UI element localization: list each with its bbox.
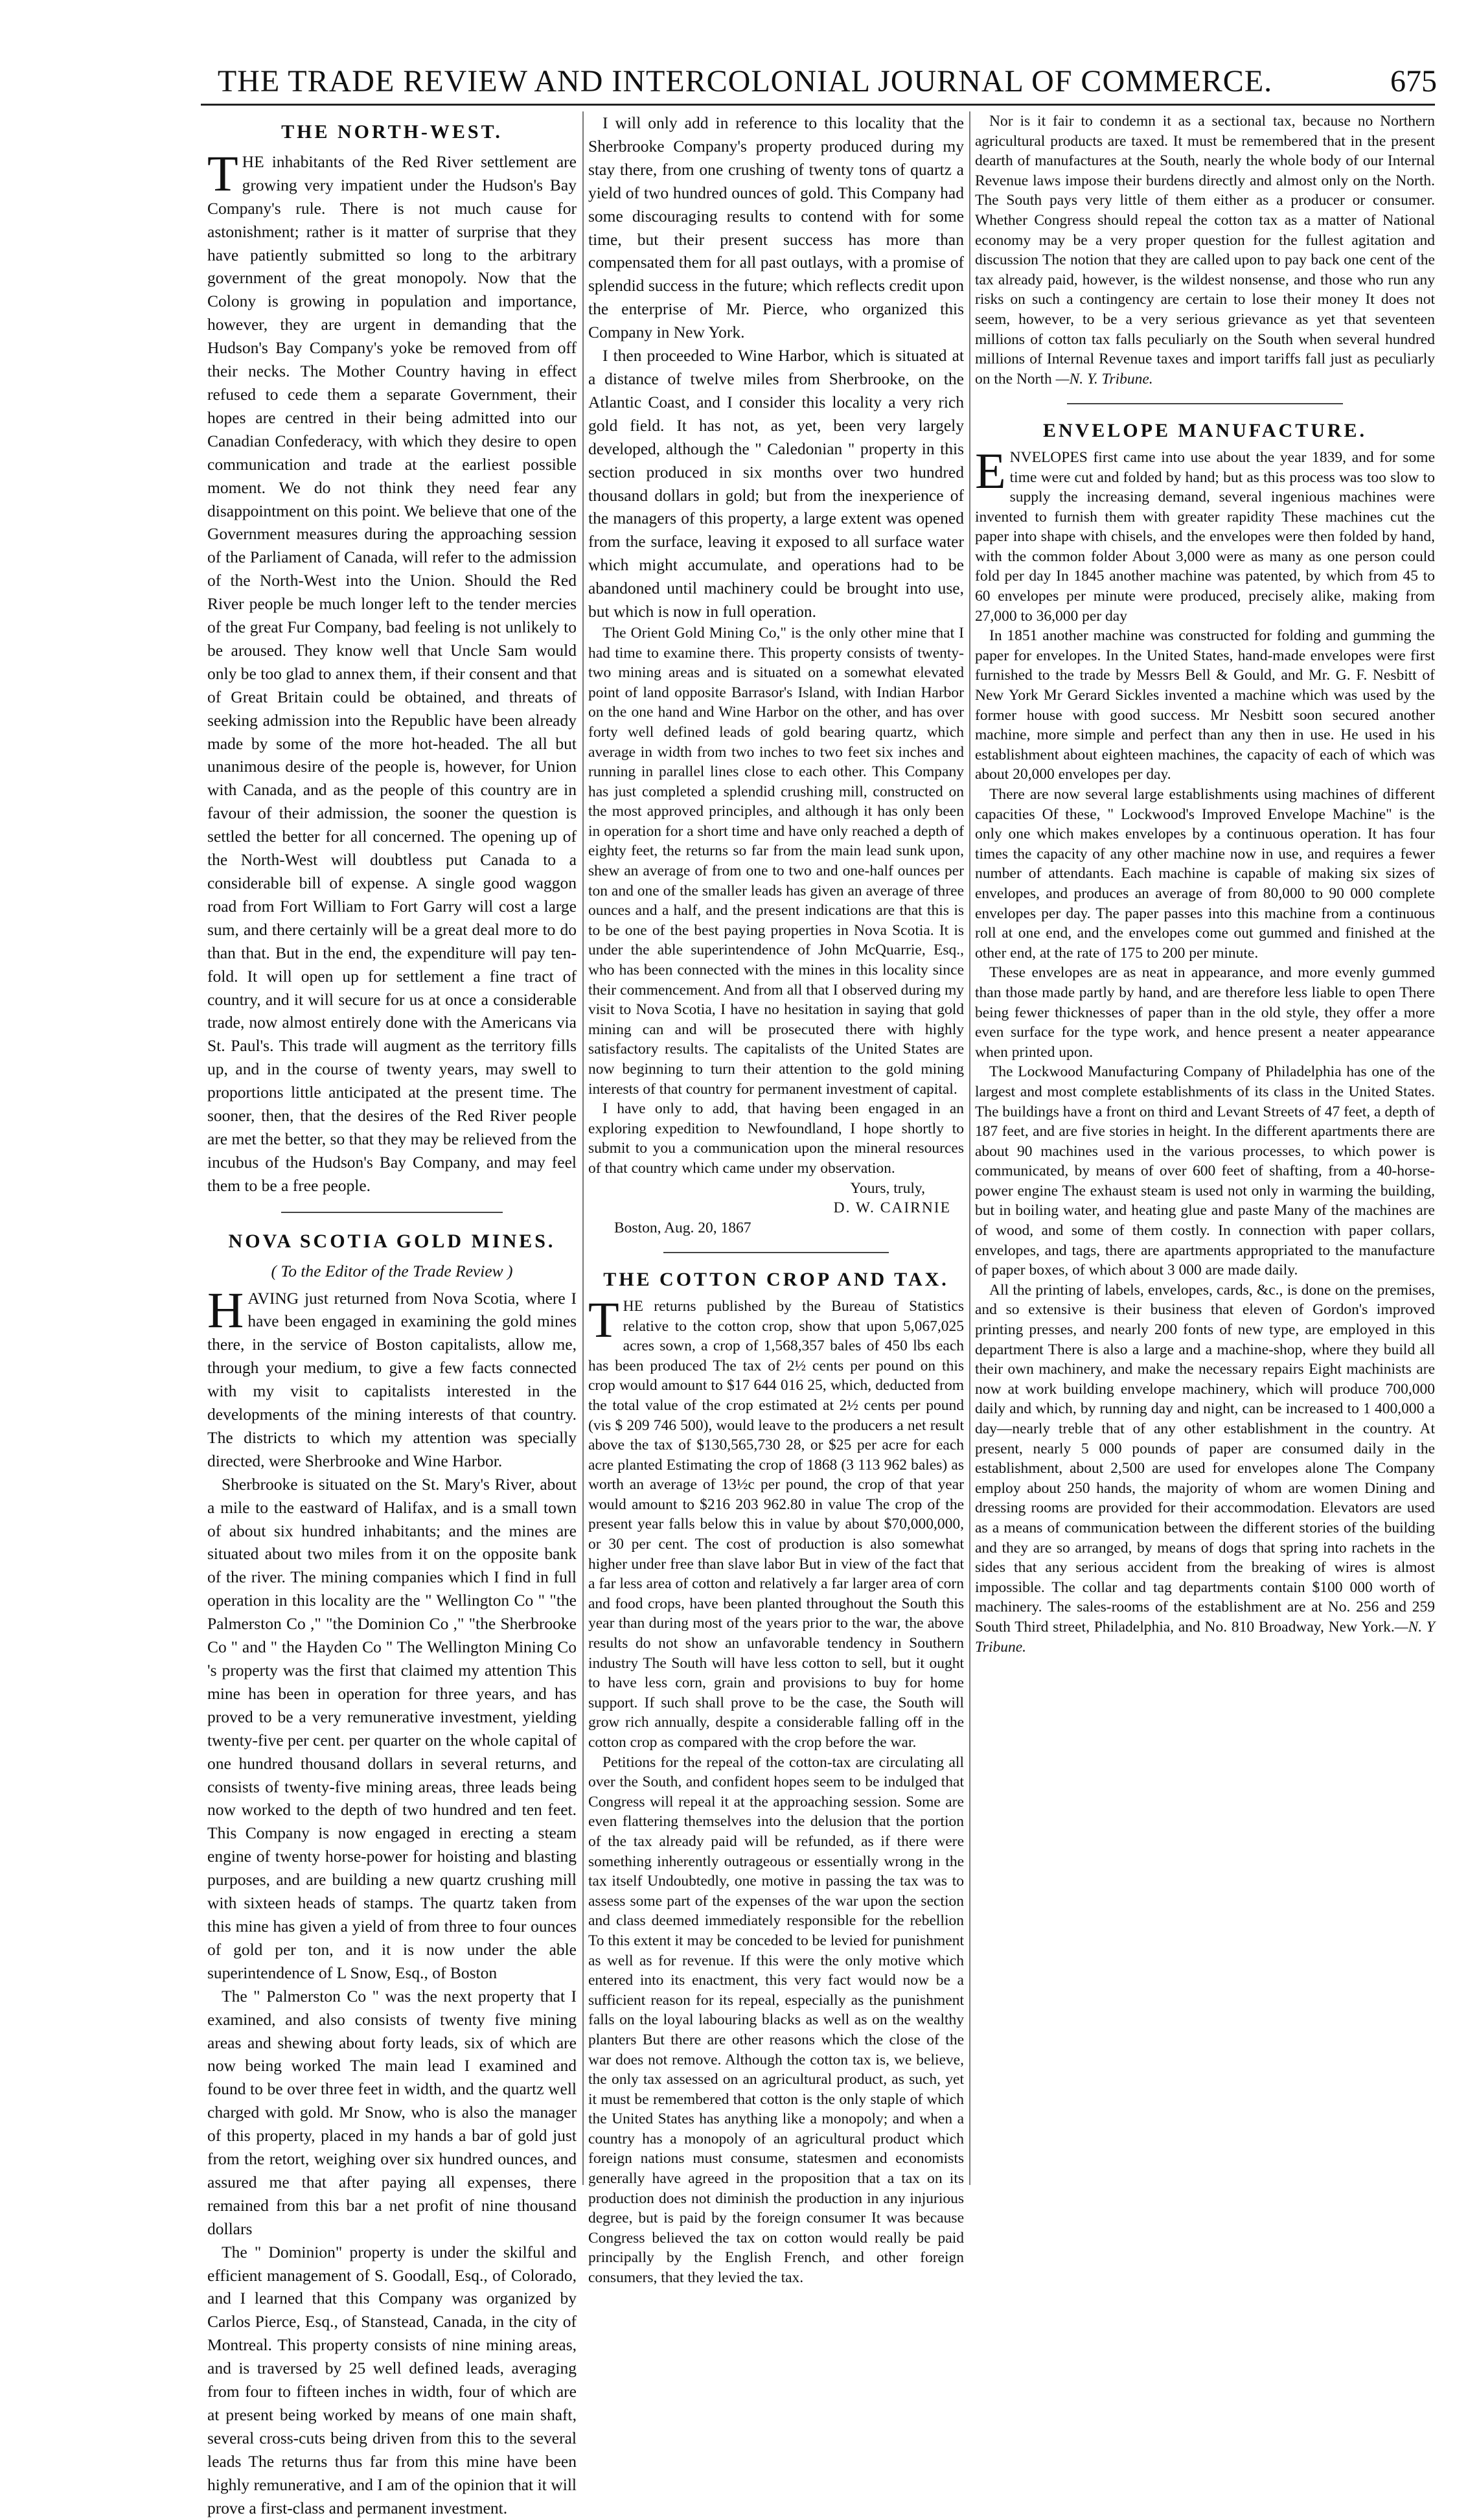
article-paragraph: THE inhabitants of the Red River settlement are growing very impatient under the Hudson's Bay Company's rule. There is not much cause for astonishment; rather is it matter of surprise that they have patiently submitted so long to the arbitrary government of the great monopoly. Now that the Colony is growing in population and importance, however, they are urgent in demanding that the Hudson's Bay Company's yoke be removed from off their necks. The Mother Country having in effect refused to cede them a separate Government, their hopes are centred in their being admitted into our Canadian Confederacy, with which they desire to open communication and trade at the earliest possible moment. We do not think they need fear any disappointment on this point. We believe that one of the Government measures during the approaching session of the Parliament of Canada, will refer to the admission of the North-West into the Union. Should the Red River people be much longer left to the tender mercies of the great Fur Company, bad feeling is not unlikely to be aroused. They know well that Uncle Sam would only be too glad to annex them, if their consent and that of Great Britain could be obtained, and threats of seeking admission into the Republic have been already made by some of the more hot-headed. The all but unanimous desire of the people is, however, for Union with Canada, and as the people of this country are in favour of their admission, the sooner the question is settled the better for all concerned. The opening up of the North-West will doubtless put Canada to a considerable bill of expense. A single good waggon road from Fort William to Fort Garry will cost a large sum, and there certainly will be a great deal more to do than that. But in the end, the expenditure will pay ten-fold. It will open up for settlement a fine tract of country, and it will secure for us at once a considerable trade, now almost entirely done with the Americans via St. Paul's. This trade will augment as the territory fills up, and in the course of twenty years, may swell to proportions little anticipated at the present time. The sooner, then, that the desires of the Red River people are met the better, so that they may be relieved from the incubus of the Hudson's Bay Company, and may feel them to be a free people. (207, 144, 577, 1195)
article-paragraph: The " Dominion" property is under the skilful and efficient management of S. Goodall, Esq., of Colorado, and I learned that this Company was organized by Carlos Pierce, Esq., of Stanstead, Canada, in the city of Montreal. This property consists of nine mining areas, and is traversed by 25 well defined leads, averaging from four to fifteen inches in width, four of which are at present being worked by means of one main shaft, several cross-cuts being driven from this to the several leads The returns thus far from this mine have been highly remunerative, and I am of the opinion that it will prove a first-class and permanent investment. (207, 2242, 577, 2517)
article-paragraph: The Orient Gold Mining Co," is the only other mine that I had time to examine there. This property consists of twenty-two mining areas and is situated on a somewhat elevated point of land opposite Barrasor's Island, with Indian Harbor on the one hand and Wine Harbor on the other, and has over forty well defined leads of gold bearing quartz, which average in width from two inches to two feet six inches and running in parallel lines close to each other. This Company has just completed a splendid crushing mill, constructed on the most approved principles, and although it has only been in operation for a short time and have only reached a depth of eighty feet, the returns so far from the main lead sunk upon, shew an average of from one to two and one-half ounces per ton and one of the smaller leads has given an average of three ounces and a half, and the present indications are that this is to be one of the best paying properties in Nova Scotia. It is under the able superintendence of John McQuarrie, Esq., who has been connected with the mines in this locality since their commencement. And from all that I observed during my visit to Nova Scotia, I have no hesitation in saying that gold mining can and will be prosecuted there with highly satisfactory results. The capitalists of the United States are now beginning to turn their attention to the gold mining interests of that country for permanent investment of capital. (588, 624, 964, 1098)
signature: D. W. CAIRNIE (833, 1199, 951, 1217)
article-paragraph: THE returns published by the Bureau of Statistics relative to the cotton crop, show that upon 5,067,025 acres sown, a crop of 1,568,357 bales of 450 lbs each has been produced The tax of 2½ cents per pound on this crop would amount to $17 644 016 25, which, deducted from the total value of the crop estimated at 2½ cents per pound (vis $ 209 746 500), would leave to the producers a net result above the tax of $130,565,730 28, or $25 per acre for each acre planted Estimating the crop of 1868 (3 113 962 bales) as worth an average of 13½c per pound, the crop of that year would amount to $216 203 962.80 in value The crop of the present year falls below this in value by about $70,000,000, or 30 per cent. The cost of production is also somewhat higher under free than slave labor But in view of the fact that a far less area of cotton and relatively a far larger area of corn and food crops, have been planted throughout the South this year than during most of the years prior to the war, the above results do not show an unfavorable tendency in Southern industry The South will have less cotton to sell, but it ought to have less corn, grain and provisions to buy for home support. If such shall prove to be the case, the South will grow rich annually, despite a considerable falling off in the cotton crop as compared with the crop before the war. (588, 1291, 964, 1751)
headline-north-west: THE NORTH-WEST. (281, 121, 503, 143)
article-paragraph: Petitions for the repeal of the cotton-tax are circulating all over the South, and confident hopes seem to be indulged that Congress will repeal it at the approaching session. Some are even flattering themselves into the delusion that the portion of the tax already paid will be refunded, as if there were something inherently outrageous or essentially wrong in the tax itself Undoubtedly, one motive in passing the tax was to assess some part of the expenses of the war upon the section and class deemed immediately responsible for the rebellion To this extent it may be conceded to be levied for punishment as well as for revenue. If this were the only motive which entered into its enactment, this very fact would now be a sufficient reason for its repeal, especially as the punishment falls on the loyal labouring blacks as well as on the wealthy planters But there are other reasons which the close of the war does not remove. Although the cotton tax is, we believe, the only tax assessed on an agricultural product, as such, yet it must be remembered that cotton is the only staple of which the United States has anything like a monopoly; and when a country has a monopoly of an agricultural product which foreign nations must consume, statesmen and economists generally have agreed in the proposition that a tax on its production does not diminish the production in any injurious degree, but is paid by the foreign consumer It was because Congress believed the tax on cotton would really be paid principally by the English French, and other foreign consumers, that they levied the tax. (588, 1753, 964, 2287)
running-title: THE TRADE REVIEW AND INTERCOLONIAL JOURNAL OF COMMERCE. (217, 64, 1273, 98)
article-paragraph: Nor is it fair to condemn it as a sectional tax, because no Northern agricultural products are taxed. It must be remembered that in the present dearth of manufactures at the South, nearly the whole body of our Internal Revenue laws impose their burdens directly and almost only on the North. The South pays very little of them either as a producer or consumer. Whether Congress should repeal the cotton tax as a matter of National economy may be a very proper question for the fullest agitation and discussion The notion that they are called upon to pay back one cent of the tax already paid, however, is the wildest nonsense, and those who run any risks on such a contingency are certain to lose their money It does not seem, however, to be a very serious grievance as yet that seventeen millions of cotton tax falls peculiarly on the South when several hundred millions of Internal Revenue taxes and import tariffs fall just as peculiarly on the North —N. Y. Tribune. (975, 113, 1435, 387)
signoff: Yours, truly, (850, 1179, 925, 1197)
subhead-nova-scotia: ( To the Editor of the Trade Review ) (271, 1261, 513, 1280)
column-rule (582, 111, 584, 2185)
article-paragraph: The Lockwood Manufacturing Company of Philadelphia has one of the largest and most complete establishments of its class in the United States. The buildings have a front on third and Levant Streets of 47 feet, a depth of 187 feet, and are five stories in height. In the different apartments there are about 90 machines used in the various processes, to which power is communicated, by means of over 600 feet of shafting, from a 40-horse-power engine The exhaust steam is used not only in warming the building, but in boiling water, and heating glue and paste Many of the machines are of wood, and some of them costly. In connection with paper collars, envelopes, and tags, there are apartments appropriated to the manufacture of paper boxes, of which about 3 000 are made daily. (975, 1063, 1436, 1279)
dateline: Boston, Aug. 20, 1867 (614, 1219, 751, 1236)
article-cotton (588, 1270, 964, 2287)
header-rule (201, 104, 1435, 106)
dropcap: T (588, 1291, 619, 1348)
dropcap: H (207, 1281, 244, 1338)
article-paragraph: There are now several large establishments using machines of different capacities Of these, " Lockwood's Improved Envelope Machine" is the only one which makes envelopes by a continuous operation. It has four times the capacity of any other machine now in use, and requires a fewer number of attendants. Each machine is capable of making six sizes of envelopes, and produces an average of from 80,000 to 90 000 complete envelopes per day. The paper passes into this machine from a continuous roll at one end, and the envelopes come out gummed and finished at the other end, at the rate of 175 to 200 per minute. (975, 786, 1435, 962)
article-paragraph: These envelopes are as neat in appearance, and more evenly gummed than those made partly by hand, and are therefore less liable to open There being fewer thicknesses of paper than in the old style, they offer a more even surface for the type work, and hence present a neater appearance when printed upon. (975, 964, 1435, 1061)
column-3 (975, 111, 1435, 2185)
credit-line: —N. Y. Tribune. (1055, 370, 1153, 387)
running-head (194, 64, 1437, 102)
dense-text-block (588, 623, 964, 1238)
article-paragraph: All the printing of labels, envelopes, cards, &c., is done on the premises, and so extensive is their business that eleven of Gordon's improved printing presses, and nearly 200 fonts of new type, are employed in this department There is also a large and a machine-shop, where they build all their own machinery, and make the necessary repairs Eight machinists are now at work building envelope machinery, which will produce 700,000 daily and which, by running day and night, can be increased to 1 400,000 a day—nearly treble that of any other establishment in the country. At present, nearly 5 000 pounds of paper are consumed daily in the establishment, about 2,500 are used for envelopes alone The Company employ about 250 hands, the majority of whom are women Dining and dressing rooms are provided for their accommodation. Elevators are used as a means of communication between the different stories of the building and they are so arranged, by means of dogs that spring into rachets in the sides that any serious accident from the breaking of wires is almost impossible. The collar and tag departments contain $100 000 worth of machinery. The sales-rooms of the establishment are at No. 256 and 259 South Third street, Philadelphia, and No. 810 Broadway, New York.—N. Y Tribune. (975, 1281, 1436, 1656)
article-paragraph: The " Palmerston Co " was the next property that I examined, and also consists of twenty five mining areas and shewing about forty leads, six of which are now being worked The main lead I examined and found to be over three feet in width, and the quartz well charged with gold. Mr Snow, who is also the manager of this property, placed in my hands a bar of gold just from the retort, weighing over six hundred ounces, and assured me that after paying all expenses, there remained from this bar a net profit of nine thousand dollars (207, 1986, 577, 2238)
dropcap: E (975, 442, 1006, 499)
article-paragraph: In 1851 another machine was constructed for folding and gumming the paper for envelopes. In the United States, hand-made envelopes were first furnished to the trade by Messrs Bell & Gould, and Mr. G. F. Nesbitt of New York Mr Gerard Sickles invented a machine which was used by the former house with good success. Mr Nesbitt soon secured another machine, more simple and perfect than any then in use. He used in his establishment about eighteen machines, the capacity of each of which was about 20,000 envelopes per day. (975, 627, 1435, 783)
headline-cotton: THE COTTON CROP AND TAX. (603, 1269, 949, 1291)
article-north-west (207, 121, 577, 1197)
section-divider (281, 1212, 503, 1213)
section-divider (663, 1252, 889, 1253)
article-envelope (975, 421, 1435, 1657)
column-2 (588, 111, 964, 2287)
article-paragraph: HAVING just returned from Nova Scotia, where I have been engaged in examining the gold mines there, in the service of Boston capitalists, allow me, through your medium, to give a few facts connected with my visit to capitalists interested in the developments of the mining interests of that country. The districts to which my attention was specially directed, were Sherbrooke and Wine Harbor. (207, 1281, 577, 1470)
article-nova-scotia (207, 1230, 577, 2520)
article-paragraph: Sherbrooke is situated on the St. Mary's River, about a mile to the eastward of Halifax, and is a small town of about six hundred inhabitants; and the mines are situated about two miles from it on the opposite bank of the river. The mining companies which I find in full operation in this locality are the " Wellington Co " "the Palmerston Co ," "the Dominion Co ," "the Sherbrooke Co " and " the Hayden Co " The Wellington Mining Co 's property was the first that claimed my attention This mine has been in operation for three years, and has proved to be a very remunerative investment, yielding twenty-five per cent. per quarter on the whole capital of one hundred thousand dollars in several returns, and consists of twenty-five mining areas, three leads being now worked to the depth of two hundred and ten feet. This Company is now engaged in erecting a steam engine of twenty horse-power for hoisting and blasting purposes, and are building a new quartz crushing mill with sixteen heads of stamps. The quartz taken from this mine has given a yield of from three to four ounces of gold per ton, and it is now under the able superintendence of L Snow, Esq., of Boston (207, 1474, 577, 1982)
headline-nova-scotia: NOVA SCOTIA GOLD MINES. (228, 1230, 556, 1252)
column-rule (969, 111, 970, 2185)
dropcap: T (207, 144, 238, 202)
page-number: 675 (1390, 64, 1437, 98)
section-divider (1067, 403, 1343, 404)
article-paragraph: ENVELOPES first came into use about the year 1839, and for some time were cut and folded by hand; but as this process was too slow to supply the increasing demand, several ingenious machines were invented to furnish them with greater rapidity These machines cut the paper into shape with chisels, and the envelopes were then folded by hand, with the common folder About 3,000 were as many as one person could fold per day In 1845 another machine was patented, by which from 45 to 60 envelopes per minute were produced, precisely alike, making from 27,000 to 36,000 per day (975, 442, 1435, 625)
article-paragraph: I then proceeded to Wine Harbor, which is situated at a distance of twelve miles from Sherbrooke, on the Atlantic Coast, and I consider this locality a very rich gold field. It has not, as yet, been very largely developed, although the " Caledonian " property in this section produced in six months over two hundred thousand dollars in gold; but from the inexperience of the managers of this property, a large extent was opened from the surface, leaving it exposed to all surface water which might accumulate, and operations had to be abandoned until machinery could be brought into use, but which is now in full operation. (588, 346, 964, 621)
credit-line: —N. Y Tribune. (975, 1618, 1436, 1656)
article-paragraph: I have only to add, that having been engaged in an exploring expedition to Newfoundland, I hope shortly to submit to you a communication upon the mineral resources of that country which came under my observation. (588, 1100, 964, 1177)
article-paragraph: I will only add in reference to this locality that the Sherbrooke Company's property produced during my stay there, from one crushing of twenty tons of quartz a yield of two hundred ounces of gold. This Company had some discouraging results to contend with for some time, but their present success has more than compensated them for all past outlays, with a promise of splendid success in the future; which reflects credit upon the enterprise of Mr. Pierce, who organized this Company in New York. (588, 113, 964, 342)
column-1 (207, 111, 577, 2517)
headline-envelope: ENVELOPE MANUFACTURE. (1042, 420, 1368, 442)
